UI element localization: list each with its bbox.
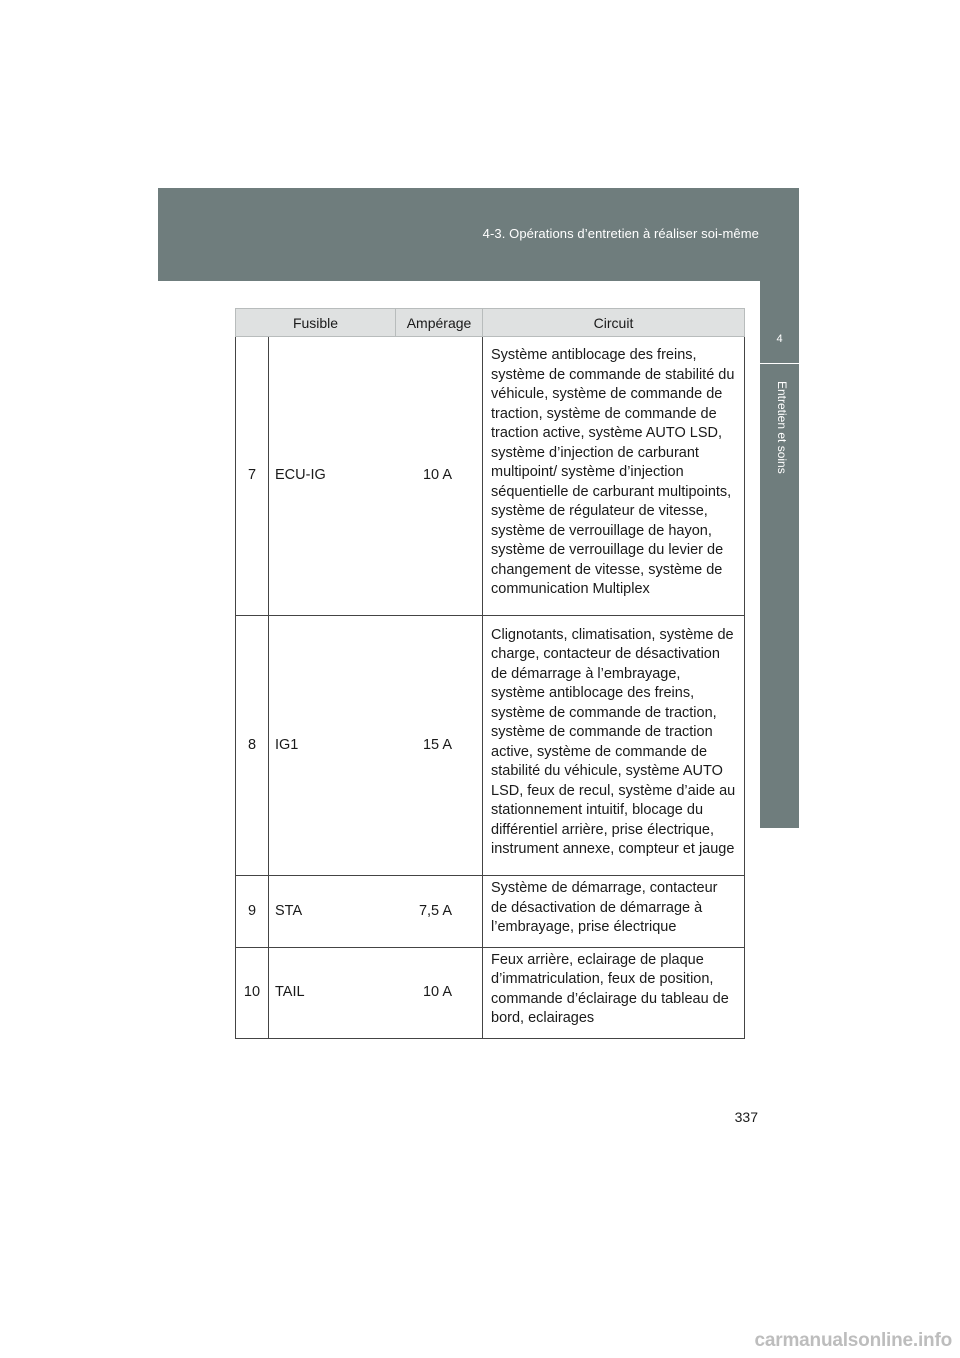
- fuse-table: [235, 308, 745, 1039]
- watermark-logo: carmanualsonline.info: [754, 1330, 952, 1351]
- fuse-number: 8: [236, 616, 269, 876]
- section-title: 4-3. Opérations d’entretien à réaliser soi-même: [482, 226, 759, 241]
- fuse-amperage: 10 A: [396, 337, 483, 616]
- fuse-name: IG1: [269, 616, 396, 876]
- header-fuse: Fusible: [236, 309, 396, 337]
- fuse-number: 10: [236, 947, 269, 1038]
- header-circuit: Circuit: [483, 309, 745, 337]
- chapter-side-tab: [760, 281, 799, 828]
- table-row: [236, 947, 745, 1038]
- fuse-name: STA: [269, 876, 396, 948]
- chapter-number: 4: [776, 333, 783, 345]
- fuse-name: TAIL: [269, 947, 396, 1038]
- table-row: [236, 876, 745, 948]
- fuse-number: 9: [236, 876, 269, 948]
- header-amperage: Ampérage: [396, 309, 483, 337]
- fuse-circuit: Système antiblocage des freins, système de commande de stabilité du véhicule, système de commande de traction, système de commande de traction active, système AUTO LSD, système d’injection de carburant multipoint/ système d’injection séquentielle de carburant multipoints, système de régulateur de vitesse, système de verrouillage de hayon, système de verrouillage du levier de changement de vitesse, système de communication Multiplex: [483, 337, 745, 616]
- table-row: [236, 616, 745, 876]
- fuse-circuit: Système de démarrage, contacteur de désactivation de démarrage à l’embrayage, prise électrique: [483, 876, 745, 948]
- page-number: 337: [734, 1109, 758, 1125]
- chapter-label: Entretien et soins: [775, 381, 789, 474]
- table-header-row: [236, 309, 745, 337]
- fuse-number: 7: [236, 337, 269, 616]
- fuse-amperage: 15 A: [396, 616, 483, 876]
- section-header-band: [158, 188, 799, 281]
- fuse-circuit: Feux arrière, eclairage de plaque d’immatriculation, feux de position, commande d’éclairage du tableau de bord, eclairages: [483, 947, 745, 1038]
- fuse-amperage: 7,5 A: [396, 876, 483, 948]
- fuse-amperage: 10 A: [396, 947, 483, 1038]
- table-row: [236, 337, 745, 616]
- fuse-circuit: Clignotants, climatisation, système de charge, contacteur de désactivation de démarrage à l’embrayage, système antiblocage des freins, système de commande de traction, système de commande de traction active, système de commande de stabilité du véhicule, système AUTO LSD, feux de recul, système d’aide au stationnement intuitif, blocage du différentiel arrière, prise électrique, instrument annexe, compteur et jauge: [483, 616, 745, 876]
- chapter-tab-divider: [760, 363, 799, 364]
- fuse-name: ECU-IG: [269, 337, 396, 616]
